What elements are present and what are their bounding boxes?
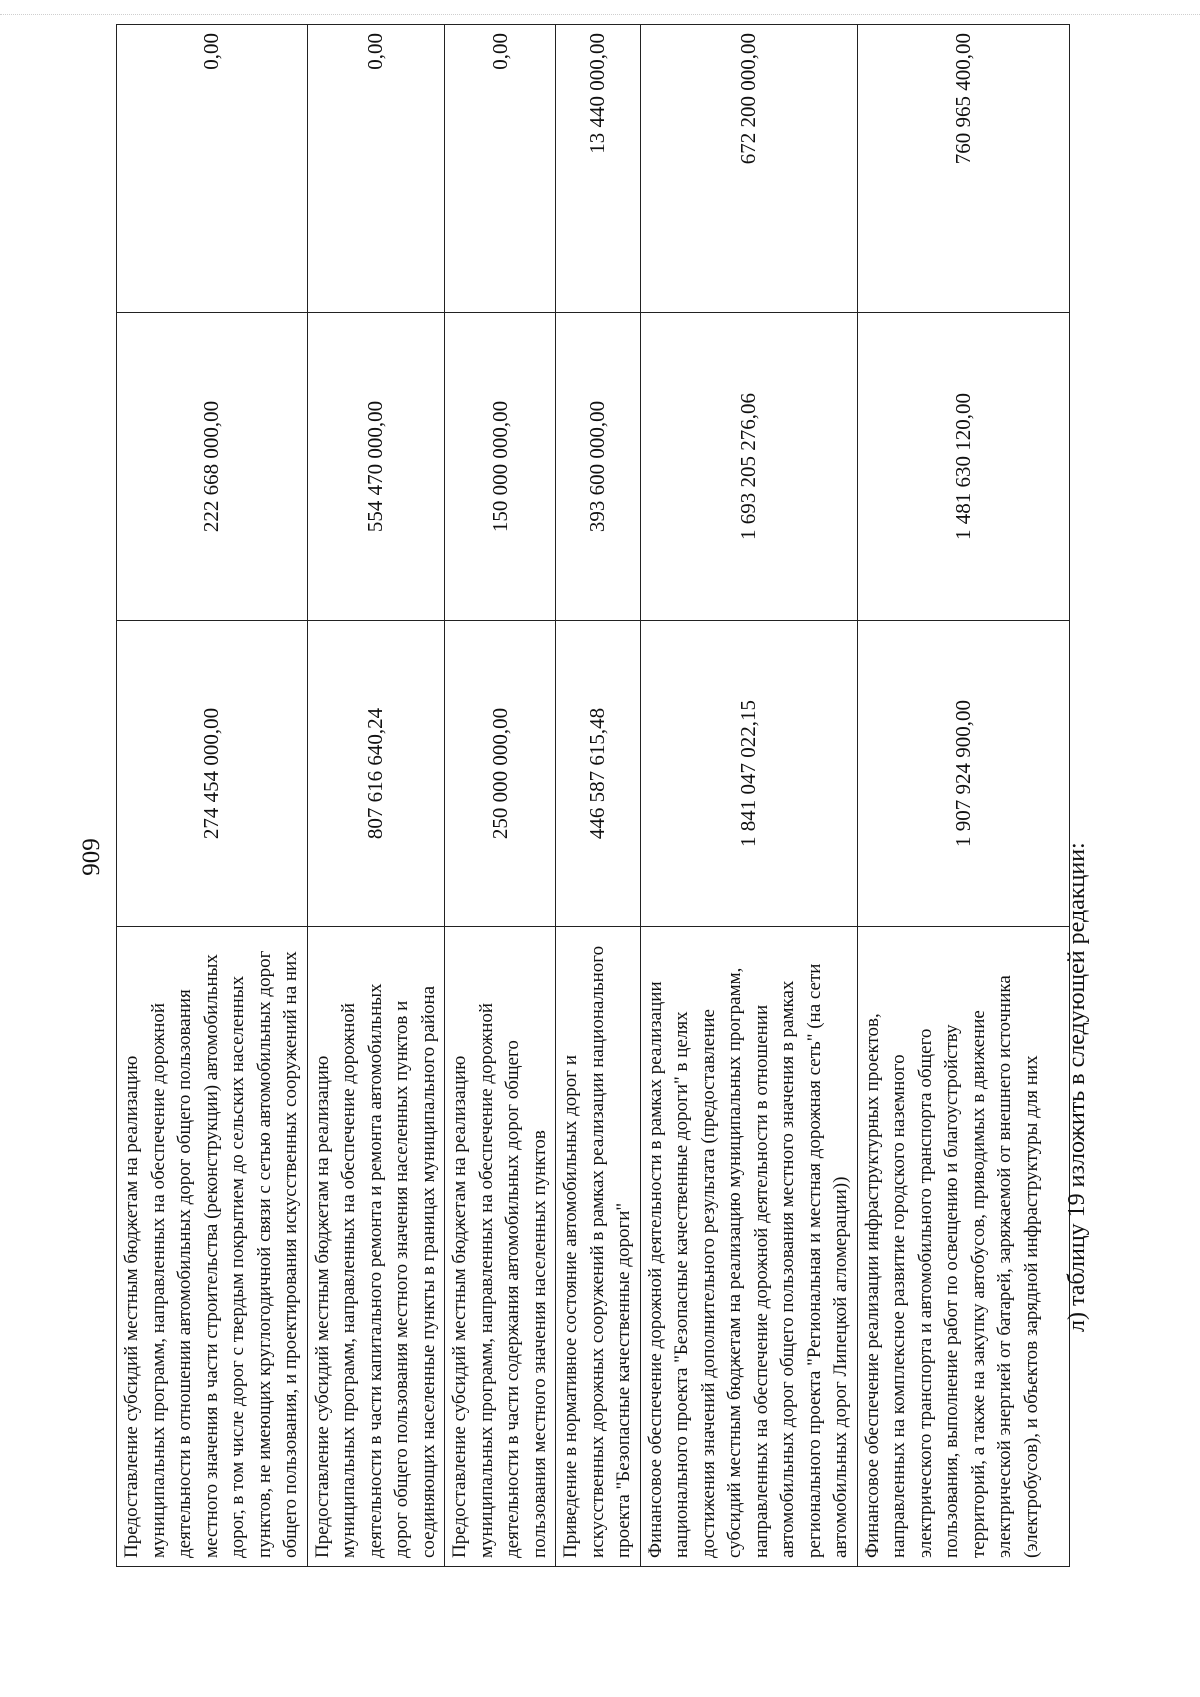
- row-description: Предоставление субсидий местным бюджетам на реализацию муниципальных программ, направленных на обеспечение дорожной деятельности в отношении автомобильных дорог общего пользования местного значения в части строительства (реконструкции) автомобильных дорог, в том числе дорог с твердым покрытием до сельских населенных пунктов, не имеющих круглогодичной связи с сетью автомобильных дорог общего пользования, и проектирования искусственных сооружений на них: [117, 927, 308, 1567]
- row-value-2: 1 481 630 120,00: [857, 313, 1069, 621]
- table-row: [445, 25, 556, 1567]
- row-value-2: 1 693 205 276,06: [640, 313, 857, 621]
- table-row: [857, 25, 1069, 1567]
- row-value-2: 554 470 000,00: [307, 313, 445, 621]
- row-value-3: 0,00: [445, 25, 556, 313]
- row-value-2: 393 600 000,00: [556, 313, 641, 621]
- row-description: Приведение в нормативное состояние автомобильных дорог и искусственных дорожных сооружений в рамках реализации национального проекта "Безопасные качественные дороги": [556, 927, 641, 1567]
- row-value-1: 807 616 640,24: [307, 621, 445, 927]
- page-number: 909: [78, 838, 105, 876]
- row-value-1: 274 454 000,00: [117, 621, 308, 927]
- table-row: [640, 25, 857, 1567]
- row-value-3: 760 965 400,00: [857, 25, 1069, 313]
- amendment-instruction: л) таблицу 19 изложить в следующей редакции:: [1064, 842, 1090, 1332]
- budget-table: [116, 24, 1070, 1567]
- row-value-1: 250 000 000,00: [445, 621, 556, 927]
- table-row: [117, 25, 308, 1567]
- row-value-1: 1 841 047 022,15: [640, 621, 857, 927]
- row-description: Финансовое обеспечение реализации инфраструктурных проектов, направленных на комплексное развитие городского наземного электрического транспорта и автомобильного транспорта общего пользования, выполнение работ по освещению и благоустройству территорий, а также на закупку автобусов, приводимых в движение электрической энергией от батарей, заряжаемой от внешнего источника (электробусов), и объектов зарядной инфраструктуры для них: [857, 927, 1069, 1567]
- row-value-3: 672 200 000,00: [640, 25, 857, 313]
- row-value-2: 222 668 000,00: [117, 313, 308, 621]
- row-value-3: 0,00: [117, 25, 308, 313]
- row-value-3: 0,00: [307, 25, 445, 313]
- row-value-1: 446 587 615,48: [556, 621, 641, 927]
- row-value-1: 1 907 924 900,00: [857, 621, 1069, 927]
- row-value-2: 150 000 000,00: [445, 313, 556, 621]
- table-row: [556, 25, 641, 1567]
- row-description: Предоставление субсидий местным бюджетам на реализацию муниципальных программ, направленных на обеспечение дорожной деятельности в части капитального ремонта и ремонта автомобильных дорог общего пользования местного значения населенных пунктов и соединяющих населенные пункты в границах муниципального района: [307, 927, 445, 1567]
- row-description: Финансовое обеспечение дорожной деятельности в рамках реализации национального проекта "Безопасные качественные дороги" в целях достижения значений дополнительного результата (предоставление субсидий местным бюджетам на реализацию муниципальных программ, направленных на обеспечение дорожной деятельности в отношении автомобильных дорог общего пользования местного значения в рамках регионального проекта "Региональная и местная дорожная сеть" (на сети автомобильных дорог Липецкой агломерации)): [640, 927, 857, 1567]
- row-description: Предоставление субсидий местным бюджетам на реализацию муниципальных программ, направленных на обеспечение дорожной деятельности в части содержания автомобильных дорог общего пользования местного значения населенных пунктов: [445, 927, 556, 1567]
- table-row: [307, 25, 445, 1567]
- row-value-3: 13 440 000,00: [556, 25, 641, 313]
